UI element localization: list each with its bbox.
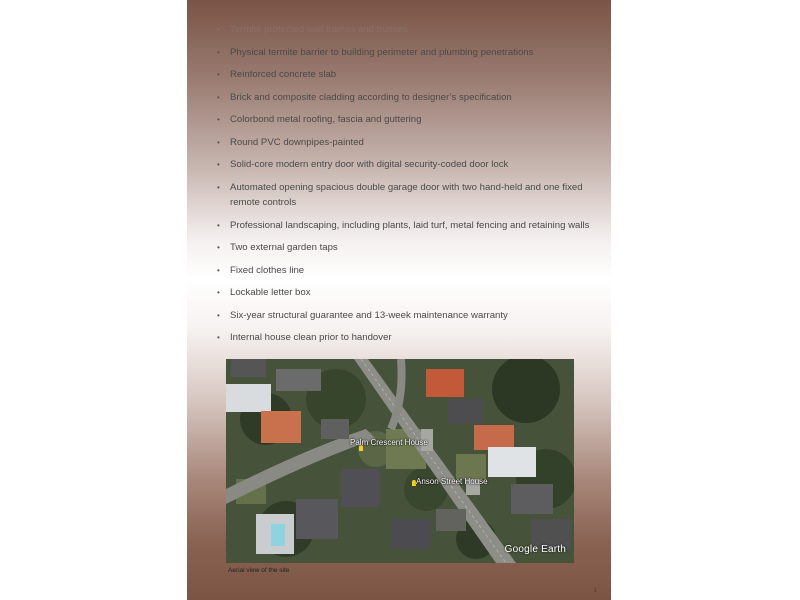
aerial-map-image [226,359,574,563]
bullet-icon: • [217,92,220,102]
feature-item: • Physical termite barrier to building perimeter and plumbing penetrations [217,45,597,61]
bullet-icon: • [217,137,220,147]
bullet-icon: • [217,70,220,79]
feature-item: • Lockable letter box [217,285,597,301]
feature-item: • Internal house clean prior to handover [217,330,597,346]
document-page [187,0,611,600]
bullet-icon: • [217,182,220,192]
feature-item: • Six-year structural guarantee and 13-week maintenance warranty [217,308,597,324]
bullet-icon: • [217,47,220,57]
bullet-icon: • [217,310,220,320]
bullet-icon: • [217,25,220,34]
map-caption: Aerial view of the site [228,567,290,574]
feature-item: • Two external garden taps [217,240,597,256]
feature-item: • Automated opening spacious double garage door with two hand-held and one fixed remote controls [217,181,583,208]
bullet-icon: • [217,288,220,297]
feature-item: • Fixed clothes line [217,263,597,279]
bullet-icon: • [217,115,220,124]
bullet-icon: • [217,243,220,252]
bullet-icon: • [217,220,220,230]
aerial-map-graphic [226,359,574,563]
feature-item: • Colorbond metal roofing, fascia and guttering [217,112,597,128]
feature-item: • Brick and composite cladding according to designer’s specification [217,90,597,106]
feature-item: • Round PVC downpipes-painted [217,135,597,151]
bullet-icon: • [217,333,220,342]
google-earth-watermark: Google Earth [504,544,566,555]
anson-street-label: Anson Street House [416,477,488,486]
feature-item: • Termite protected wall frames and trusses [217,22,597,38]
feature-item: • Solid-core modern entry door with digital security-coded door lock [217,157,597,173]
feature-item: • Reinforced concrete slab [217,67,597,83]
bullet-icon: • [217,160,220,169]
bullet-icon: • [217,265,220,275]
feature-item: • Professional landscaping, including plants, laid turf, metal fencing and retaining walls [217,218,597,234]
page-number: 1 [593,588,597,594]
feature-list [217,22,597,353]
palm-crescent-label: Palm Crescent House [350,438,428,447]
